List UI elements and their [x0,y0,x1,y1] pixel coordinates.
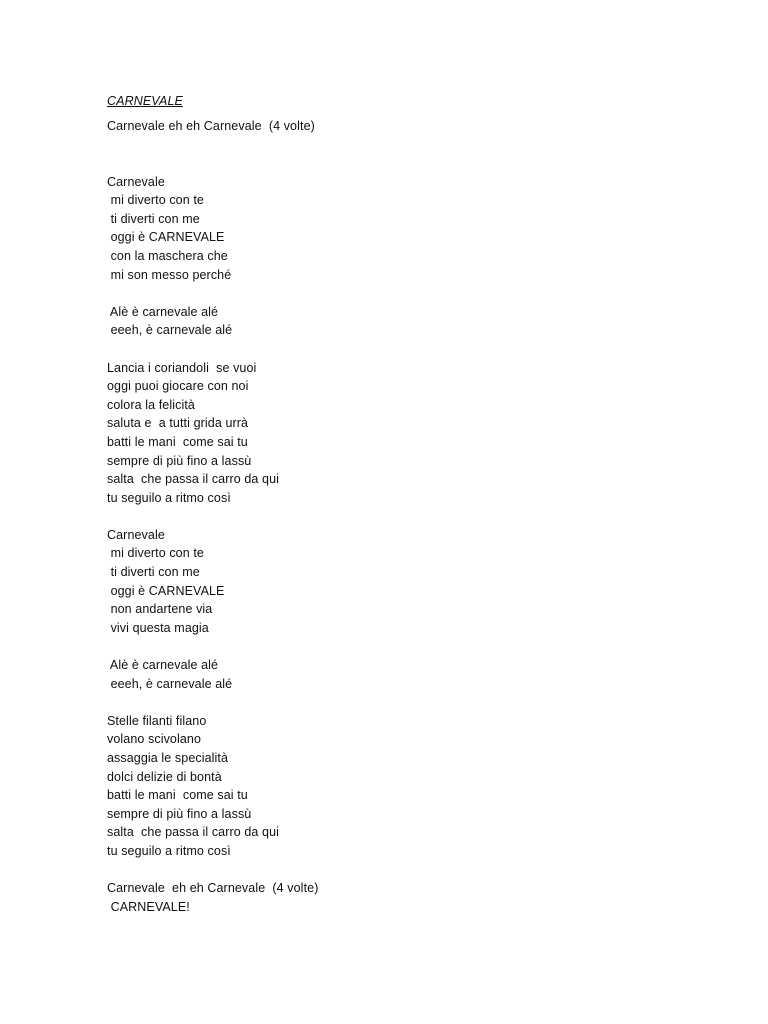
lyric-line: non andartene via [107,602,213,617]
lyric-line: sempre di più fino a lassù [107,806,252,821]
lyric-line: mi son messo perché [107,267,232,282]
stanza [107,173,667,285]
lyric-line: saluta e a tutti grida urrà [107,416,249,431]
document-title: CARNEVALE [107,94,183,108]
lyric-line: Carnevale eh eh Carnevale (4 volte) [107,881,319,896]
lyric-line: con la maschera che [107,248,228,263]
lyric-line: Stelle filanti filano [107,713,207,728]
lyric-line: oggi puoi giocare con noi [107,379,249,394]
lyric-line: tu seguilo a ritmo così [107,490,231,505]
lyric-line: batti le mani come sai tu [107,434,248,449]
stanza [107,879,667,916]
lyric-line: colora la felicità [107,397,195,412]
lyric-line: Carnevale [107,527,165,542]
stanza [107,526,667,638]
stanza [107,656,667,693]
lyric-line: Lancia i coriandoli se vuoi [107,360,257,375]
lyric-line: sempre di più fino a lassù [107,453,252,468]
lyric-line: eeeh, è carnevale alé [107,676,233,691]
lyric-line: oggi è CARNEVALE [107,230,225,245]
lyric-line: eeeh, è carnevale alé [107,323,233,338]
lyric-line: batti le mani come sai tu [107,788,248,803]
lyric-line: mi diverto con te [107,193,204,208]
stanza [107,303,667,340]
lyric-line: Alè è carnevale alé [107,304,219,319]
lyric-line: ti diverti con me [107,211,200,226]
lyric-line: mi diverto con te [107,546,204,561]
intro-line: Carnevale eh eh Carnevale (4 volte) [107,119,315,133]
lyric-line: volano scivolano [107,732,202,747]
lyric-line: tu seguilo a ritmo così [107,843,231,858]
stanza [107,359,667,508]
lyric-line: CARNEVALE! [107,899,190,914]
lyrics-body [107,92,667,935]
lyric-line: Alè è carnevale alé [107,658,219,673]
lyric-line: vivi questa magia [107,620,209,635]
lyric-line: salta che passa il carro da qui [107,825,280,840]
lyric-line: ti diverti con me [107,565,200,580]
lyric-line: oggi è CARNEVALE [107,583,225,598]
stanza-list [107,173,667,917]
lyric-line: dolci delizie di bontà [107,769,222,784]
lyric-line: Carnevale [107,174,165,189]
lyric-line: salta che passa il carro da qui [107,472,280,487]
stanza [107,712,667,861]
lyric-line: assaggia le specialità [107,751,229,765]
